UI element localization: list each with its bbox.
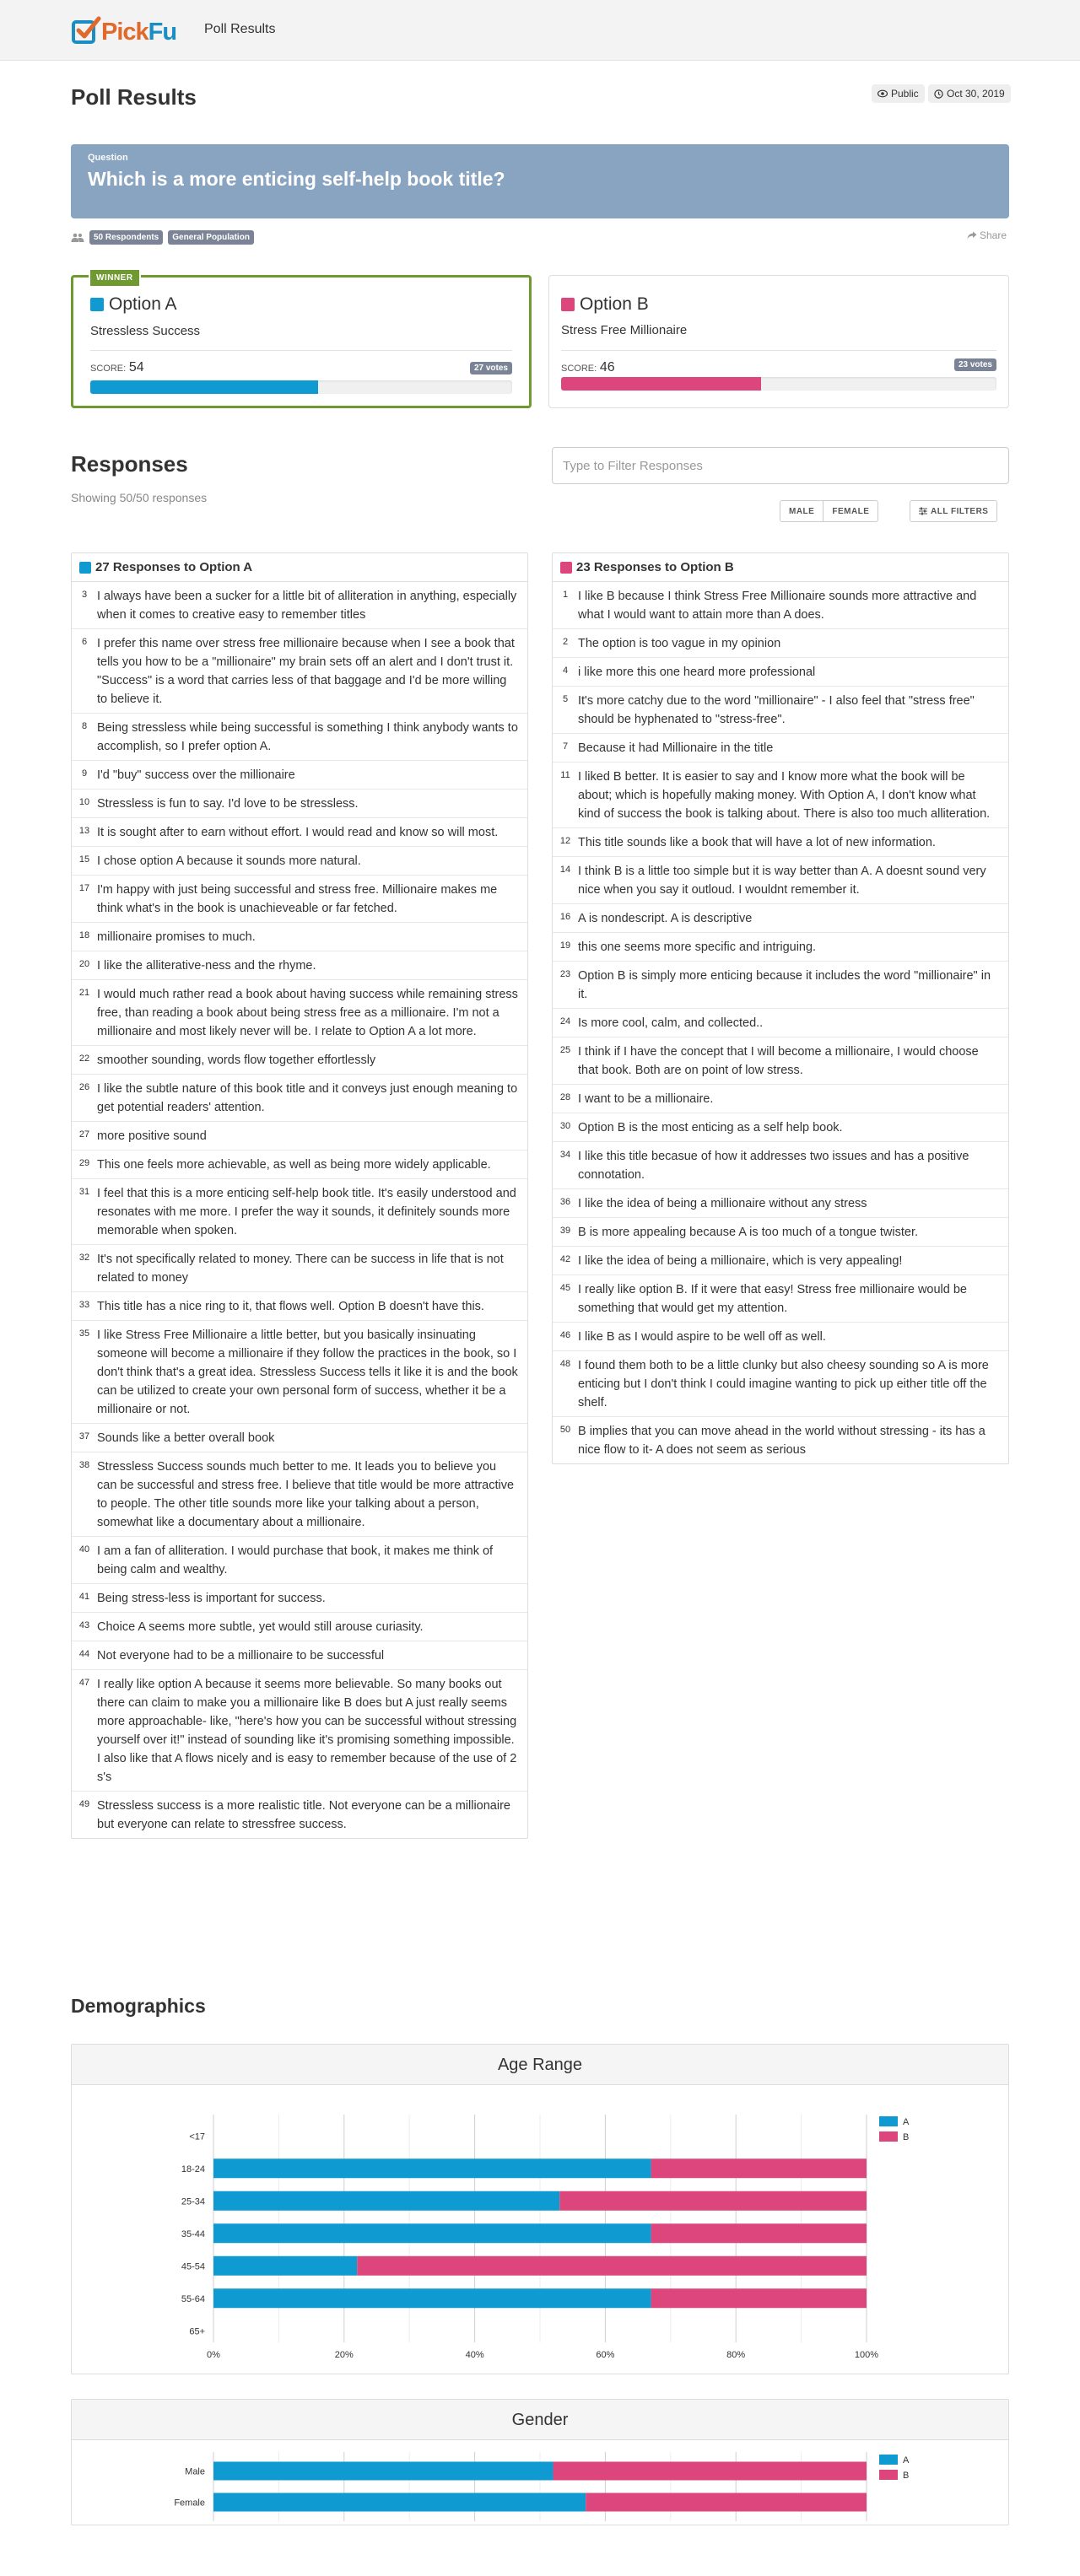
response-row xyxy=(553,933,1008,962)
response-text: It's not specifically related to money. There can be success in life that is not related to money xyxy=(97,1253,504,1285)
legend-label-a: A xyxy=(903,2117,910,2127)
response-text: Choice A seems more subtle, yet would still arouse curiasity. xyxy=(97,1620,424,1634)
response-row xyxy=(553,763,1008,828)
response-number: 21 xyxy=(78,988,90,998)
sliders-icon xyxy=(919,507,927,515)
all-filters-label: ALL FILTERS xyxy=(931,506,989,516)
option-b-score-value: 46 xyxy=(599,360,615,375)
category-label: 65+ xyxy=(189,2326,205,2337)
age-chart-title: Age Range xyxy=(72,2045,1008,2085)
response-number: 46 xyxy=(559,1330,571,1340)
response-text: Not everyone had to be a millionaire to be successful xyxy=(97,1649,385,1663)
response-number: 8 xyxy=(81,721,88,731)
x-tick-label: 20% xyxy=(334,2350,354,2360)
response-text: Stressless Success sounds much better to me. It leads you to believe you can be successful and stress free. I believe that title would be more attractive to people. The other title sounds more like your talking about a person, somewhat like a documentary about a millionaire. xyxy=(97,1460,515,1529)
option-a-swatch xyxy=(90,298,104,311)
response-number: 25 xyxy=(559,1045,571,1055)
x-tick-label: 100% xyxy=(854,2350,879,2360)
divider xyxy=(561,350,996,351)
response-row xyxy=(553,629,1008,658)
response-number: 12 xyxy=(559,836,571,846)
response-number: 42 xyxy=(559,1254,571,1264)
response-text: Stressless is fun to say. I'd love to be stressless. xyxy=(97,797,359,811)
winner-badge: WINNER xyxy=(89,268,141,288)
response-row xyxy=(553,1218,1008,1247)
question-box xyxy=(71,144,1009,218)
option-b-swatch xyxy=(560,562,572,574)
category-label: 55-64 xyxy=(181,2293,205,2304)
option-b-header xyxy=(561,294,649,315)
bar-b-25-34 xyxy=(559,2191,867,2211)
visibility-badge xyxy=(872,84,925,103)
share-icon xyxy=(967,231,977,240)
response-row xyxy=(72,818,527,847)
response-text: I liked B better. It is easier to say and I know more what the book will be about; which is hopefully making money. With Option A, I don't know what kind of success the book is talking about. There is also too much alliteration. xyxy=(578,770,991,821)
response-row xyxy=(553,1323,1008,1351)
response-row xyxy=(72,923,527,951)
response-number: 36 xyxy=(559,1197,571,1207)
response-number: 17 xyxy=(78,883,90,893)
response-text: Option B is the most enticing as a self help book. xyxy=(578,1121,843,1134)
response-text: I want to be a millionaire. xyxy=(578,1092,714,1106)
response-text: I found them both to be a little clunky but also cheesy sounding so A is more enticing but I don't think I could imagine wanting to pick up either title off the shelf. xyxy=(578,1359,989,1409)
response-number: 29 xyxy=(78,1158,90,1168)
response-row xyxy=(553,904,1008,933)
all-filters-button[interactable] xyxy=(910,500,997,522)
response-row xyxy=(72,1321,527,1424)
response-row xyxy=(553,1189,1008,1218)
category-label: <17 xyxy=(189,2131,205,2142)
response-number: 15 xyxy=(78,854,90,865)
legend-label-b: B xyxy=(903,2132,910,2142)
option-b-response-list xyxy=(553,582,1008,1463)
option-a-votes-badge: 27 votes xyxy=(470,362,512,375)
legend-swatch-b xyxy=(879,2470,898,2480)
share-link[interactable] xyxy=(967,229,1007,241)
response-number: 45 xyxy=(559,1283,571,1293)
legend-swatch-a xyxy=(879,2116,898,2126)
response-text: Sounds like a better overall book xyxy=(97,1431,275,1445)
score-label: SCORE: xyxy=(90,364,127,374)
pickfu-logo[interactable] xyxy=(71,15,177,46)
response-row xyxy=(72,1046,527,1075)
legend-label-a: A xyxy=(903,2455,910,2466)
option-b-swatch xyxy=(561,298,575,311)
clock-icon xyxy=(934,89,943,99)
category-label: 25-34 xyxy=(181,2196,205,2207)
response-number: 44 xyxy=(78,1649,90,1659)
response-text: Being stressless while being successful is something I think anybody wants to accomplish, so I prefer option A. xyxy=(97,721,518,753)
top-nav xyxy=(0,0,1080,61)
response-row xyxy=(72,629,527,714)
response-row xyxy=(72,1670,527,1792)
response-number: 41 xyxy=(78,1592,90,1602)
response-text: I like Stress Free Millionaire a little better, but you basically insinuating someone will become a millionaire if they follow the practices in the book, so I don't think that's a great idea. Stressless Success tells it like it is and the book can be utilized to create your own personal form of success, whether it be a millionaire or not. xyxy=(97,1328,518,1416)
response-row xyxy=(72,1584,527,1613)
bar-b-45-54 xyxy=(357,2256,867,2276)
response-text: more positive sound xyxy=(97,1129,207,1143)
option-b-score xyxy=(561,360,615,375)
response-number: 35 xyxy=(78,1328,90,1339)
response-number: 24 xyxy=(559,1016,571,1027)
responses-heading: Responses xyxy=(71,451,188,477)
bar-a-male xyxy=(213,2462,553,2481)
option-a-responses-panel xyxy=(71,552,528,1839)
response-text: I would much rather read a book about having success while remaining stress free, than reading a book about being stress free as a millionaire. I'm not a millionaire and most likely never will be. I relate to Option A a lot more. xyxy=(97,988,518,1038)
response-number: 13 xyxy=(78,826,90,836)
response-row xyxy=(72,1179,527,1245)
question-label: Question xyxy=(88,153,128,163)
response-row xyxy=(72,1245,527,1292)
response-number: 30 xyxy=(559,1121,571,1131)
demographics-heading: Demographics xyxy=(71,1995,206,2017)
response-text: I think if I have the concept that I will become a millionaire, I would choose that book. Both are on point of low stress. xyxy=(578,1045,979,1077)
response-text: I like the idea of being a millionaire, which is very appealing! xyxy=(578,1254,903,1268)
response-text: I like the idea of being a millionaire without any stress xyxy=(578,1197,867,1210)
x-tick-label: 0% xyxy=(207,2350,220,2360)
response-row xyxy=(72,1613,527,1641)
showing-count: Showing 50/50 responses xyxy=(71,491,208,504)
response-number: 1 xyxy=(562,590,569,600)
x-tick-label: 60% xyxy=(596,2350,615,2360)
response-row xyxy=(72,847,527,876)
response-number: 26 xyxy=(78,1082,90,1092)
response-row xyxy=(553,1247,1008,1275)
x-tick-label: 80% xyxy=(726,2350,746,2360)
response-number: 9 xyxy=(81,768,88,779)
bar-b-35-44 xyxy=(651,2223,867,2243)
response-row xyxy=(72,876,527,923)
response-text: I'm happy with just being successful and stress free. Millionaire makes me think what's in the book is unachieveable or far fetched. xyxy=(97,883,498,915)
response-row xyxy=(553,1085,1008,1113)
response-row xyxy=(553,828,1008,857)
response-text: i like more this one heard more professional xyxy=(578,666,816,679)
question-text: Which is a more enticing self-help book title? xyxy=(88,168,505,190)
share-text: Share xyxy=(980,229,1007,241)
response-number: 38 xyxy=(78,1460,90,1470)
option-b-card xyxy=(548,275,1009,408)
bar-b-55-64 xyxy=(651,2288,867,2308)
response-row xyxy=(553,857,1008,904)
response-text: Is more cool, calm, and collected.. xyxy=(578,1016,764,1030)
age-range-chart xyxy=(71,2044,1009,2374)
response-row xyxy=(553,1351,1008,1417)
response-number: 7 xyxy=(562,741,569,752)
option-a-title: Stressless Success xyxy=(90,324,201,338)
response-text: smoother sounding, words flow together effortlessly xyxy=(97,1054,376,1067)
response-text: I always have been a sucker for a little bit of alliteration in anything, especially when it comes to creative easy to remember titles xyxy=(97,590,517,622)
legend-label-b: B xyxy=(903,2471,910,2481)
response-number: 11 xyxy=(560,770,570,780)
x-tick-label: 40% xyxy=(465,2350,484,2360)
response-text: I feel that this is a more enticing self-help book title. It's easily understood and resonates with me more. I prefer the way it sounds, it definitely sounds more memorable when spoken. xyxy=(97,1187,516,1237)
bar-a-45-54 xyxy=(213,2256,357,2276)
response-text: I like B as I would aspire to be well off as well. xyxy=(578,1330,826,1344)
response-row xyxy=(553,687,1008,734)
response-number: 39 xyxy=(559,1226,571,1236)
response-row xyxy=(553,734,1008,763)
option-a-card xyxy=(71,275,532,408)
response-text: I think B is a little too simple but it is way better than A. A doesnt sound very nice when you say it outloud. I wouldnt remember it. xyxy=(578,865,986,897)
option-a-responses-header xyxy=(72,553,527,582)
date-text: Oct 30, 2019 xyxy=(947,88,1005,100)
visibility-text: Public xyxy=(891,88,919,100)
page-title: Poll Results xyxy=(71,84,197,110)
response-row xyxy=(72,1424,527,1452)
category-label: 35-44 xyxy=(181,2228,205,2239)
response-number: 28 xyxy=(559,1092,571,1102)
response-number: 34 xyxy=(559,1150,571,1160)
response-row xyxy=(72,1122,527,1151)
response-text: I like B because I think Stress Free Millionaire sounds more attractive and what I would want to attain more than A does. xyxy=(578,590,977,622)
response-row xyxy=(553,1142,1008,1189)
response-text: Option B is simply more enticing because it includes the word "millionaire" in it. xyxy=(578,969,991,1001)
option-b-name: Option B xyxy=(580,294,649,314)
response-number: 43 xyxy=(78,1620,90,1630)
response-number: 22 xyxy=(78,1054,90,1064)
bar-a-35-44 xyxy=(213,2223,651,2243)
age-chart-plot xyxy=(72,2085,1008,2374)
poll-tags xyxy=(71,230,254,245)
response-row xyxy=(72,1292,527,1321)
logo-checkbox-icon xyxy=(71,15,101,46)
response-row xyxy=(553,1037,1008,1085)
option-b-score-bar xyxy=(561,377,996,391)
response-text: I really like option A because it seems more believable. So many books out there can claim to make you a millionaire like B does but A just really seems more approachable- like, "here's how you can be successful without stressing yourself over it!" instead of sounding like it's promising something impossible. I also like that A flows nicely and is easy to remember because of the use of 2 s's xyxy=(97,1678,517,1784)
logo-pick: Pick xyxy=(101,19,148,46)
response-number: 27 xyxy=(78,1129,90,1140)
option-b-title: Stress Free Millionaire xyxy=(561,323,688,337)
response-number: 32 xyxy=(78,1253,90,1263)
response-number: 19 xyxy=(559,940,571,951)
category-label: Female xyxy=(174,2498,205,2509)
response-number: 10 xyxy=(78,797,90,807)
option-a-score-fill xyxy=(90,380,318,394)
option-b-score-fill xyxy=(561,377,761,391)
users-icon xyxy=(71,233,84,243)
nav-title: Poll Results xyxy=(204,22,276,36)
response-row xyxy=(553,582,1008,629)
response-row xyxy=(553,1417,1008,1463)
option-b-responses-title: 23 Responses to Option B xyxy=(576,560,734,574)
option-a-score-bar xyxy=(90,380,512,394)
option-a-response-list xyxy=(72,582,527,1838)
response-text: This title has a nice ring to it, that flows well. Option B doesn't have this. xyxy=(97,1300,484,1313)
response-text: Because it had Millionaire in the title xyxy=(578,741,774,755)
response-text: I'd "buy" success over the millionaire xyxy=(97,768,295,782)
response-text: A is nondescript. A is descriptive xyxy=(578,912,753,925)
response-row xyxy=(72,582,527,629)
bar-b-18-24 xyxy=(651,2158,867,2178)
response-row xyxy=(553,1009,1008,1037)
bar-a-female xyxy=(213,2493,586,2512)
population-tag: General Population xyxy=(168,230,254,245)
response-number: 6 xyxy=(81,637,88,647)
response-text: I am a fan of alliteration. I would purchase that book, it makes me think of being calm and wealthy. xyxy=(97,1544,494,1576)
response-text: I really like option B. If it were that easy! Stress free millionaire would be something that would get my attention. xyxy=(578,1283,967,1315)
bar-b-female xyxy=(586,2493,867,2512)
respondents-tag: 50 Respondents xyxy=(89,230,163,245)
divider xyxy=(90,350,512,351)
option-a-responses-title: 27 Responses to Option A xyxy=(95,560,253,574)
response-text: It is sought after to earn without effort. I would read and know so will most. xyxy=(97,826,499,839)
response-text: Being stress-less is important for success. xyxy=(97,1592,326,1605)
gender-chart-plot xyxy=(72,2440,1008,2525)
response-text: I like this title becasue of how it addresses two issues and has a positive connotation. xyxy=(578,1150,969,1182)
response-text: I like the subtle nature of this book title and it conveys just enough meaning to get potential readers' attention. xyxy=(97,1082,518,1114)
response-text: B is more appealing because A is too much of a tongue twister. xyxy=(578,1226,919,1239)
option-a-header xyxy=(90,294,177,315)
response-row xyxy=(72,951,527,980)
response-row xyxy=(553,1275,1008,1323)
response-number: 23 xyxy=(559,969,571,979)
logo-fu: Fu xyxy=(148,19,177,46)
bar-a-18-24 xyxy=(213,2158,651,2178)
response-number: 2 xyxy=(562,637,569,647)
response-number: 14 xyxy=(559,865,571,875)
option-a-score xyxy=(90,360,144,375)
option-a-score-value: 54 xyxy=(128,360,144,375)
response-text: I like the alliterative-ness and the rhyme. xyxy=(97,959,316,973)
response-text: I prefer this name over stress free millionaire because when I see a book that tells you how to be a "millionaire" my brain sets off an alert and I don't trust it. "Success" is a word that carries less of that baggage and I'd be more willing to believe it. xyxy=(97,637,515,706)
response-number: 49 xyxy=(78,1799,90,1809)
response-row xyxy=(553,962,1008,1009)
response-row xyxy=(72,1641,527,1670)
option-a-swatch xyxy=(79,562,91,574)
response-row xyxy=(72,1452,527,1537)
response-text: It's more catchy due to the word "millionaire" - I also feel that "stress free" should be hyphenated to "stress-free". xyxy=(578,694,975,726)
response-row xyxy=(72,761,527,790)
response-row xyxy=(553,1113,1008,1142)
response-row xyxy=(72,1792,527,1838)
response-number: 33 xyxy=(78,1300,90,1310)
response-text: Stressless success is a more realistic title. Not everyone can be a millionaire but everyone can relate to stressfree success. xyxy=(97,1799,510,1831)
bar-a-55-64 xyxy=(213,2288,651,2308)
response-number: 3 xyxy=(81,590,88,600)
response-number: 18 xyxy=(78,930,90,940)
eye-icon xyxy=(878,89,888,98)
response-number: 37 xyxy=(78,1431,90,1442)
response-text: This one feels more achievable, as well as being more widely applicable. xyxy=(97,1158,491,1172)
response-number: 4 xyxy=(562,666,569,676)
response-row xyxy=(72,714,527,761)
response-row xyxy=(72,1151,527,1179)
category-label: 45-54 xyxy=(181,2261,205,2272)
bar-a-25-34 xyxy=(213,2191,559,2211)
response-number: 47 xyxy=(78,1678,90,1688)
response-number: 31 xyxy=(78,1187,90,1197)
gender-filter-group xyxy=(780,500,878,522)
response-row xyxy=(72,1075,527,1122)
response-text: B implies that you can move ahead in the world without stressing - its has a nice flow to it- A does not seem as serious xyxy=(578,1425,986,1457)
option-b-votes-badge: 23 votes xyxy=(954,358,996,371)
logo-wordmark xyxy=(101,19,176,46)
filter-responses-input[interactable] xyxy=(552,447,1009,484)
male-filter-button[interactable]: MALE xyxy=(780,500,824,522)
response-row xyxy=(72,1537,527,1584)
response-number: 50 xyxy=(559,1425,571,1435)
gender-chart-title: Gender xyxy=(72,2400,1008,2440)
response-row xyxy=(553,658,1008,687)
legend-swatch-a xyxy=(879,2455,898,2465)
response-text: millionaire promises to much. xyxy=(97,930,256,944)
option-b-responses-panel xyxy=(552,552,1009,1464)
response-number: 48 xyxy=(559,1359,571,1369)
response-text: The option is too vague in my opinion xyxy=(578,637,781,650)
response-text: I chose option A because it sounds more natural. xyxy=(97,854,361,868)
bar-b-male xyxy=(553,2462,867,2481)
response-row xyxy=(72,790,527,818)
option-a-name: Option A xyxy=(109,294,177,314)
female-filter-button[interactable]: FEMALE xyxy=(824,500,878,522)
response-text: This title sounds like a book that will have a lot of new information. xyxy=(578,836,936,849)
date-badge xyxy=(928,84,1011,103)
response-row xyxy=(72,980,527,1046)
response-number: 16 xyxy=(559,912,571,922)
option-b-responses-header xyxy=(553,553,1008,582)
gender-chart xyxy=(71,2399,1009,2525)
response-number: 5 xyxy=(562,694,569,704)
response-text: this one seems more specific and intriguing. xyxy=(578,940,817,954)
category-label: 18-24 xyxy=(181,2164,205,2175)
response-number: 20 xyxy=(78,959,90,969)
score-label: SCORE: xyxy=(561,364,597,374)
category-label: Male xyxy=(185,2466,205,2477)
response-number: 40 xyxy=(78,1544,90,1555)
legend-swatch-b xyxy=(879,2131,898,2142)
